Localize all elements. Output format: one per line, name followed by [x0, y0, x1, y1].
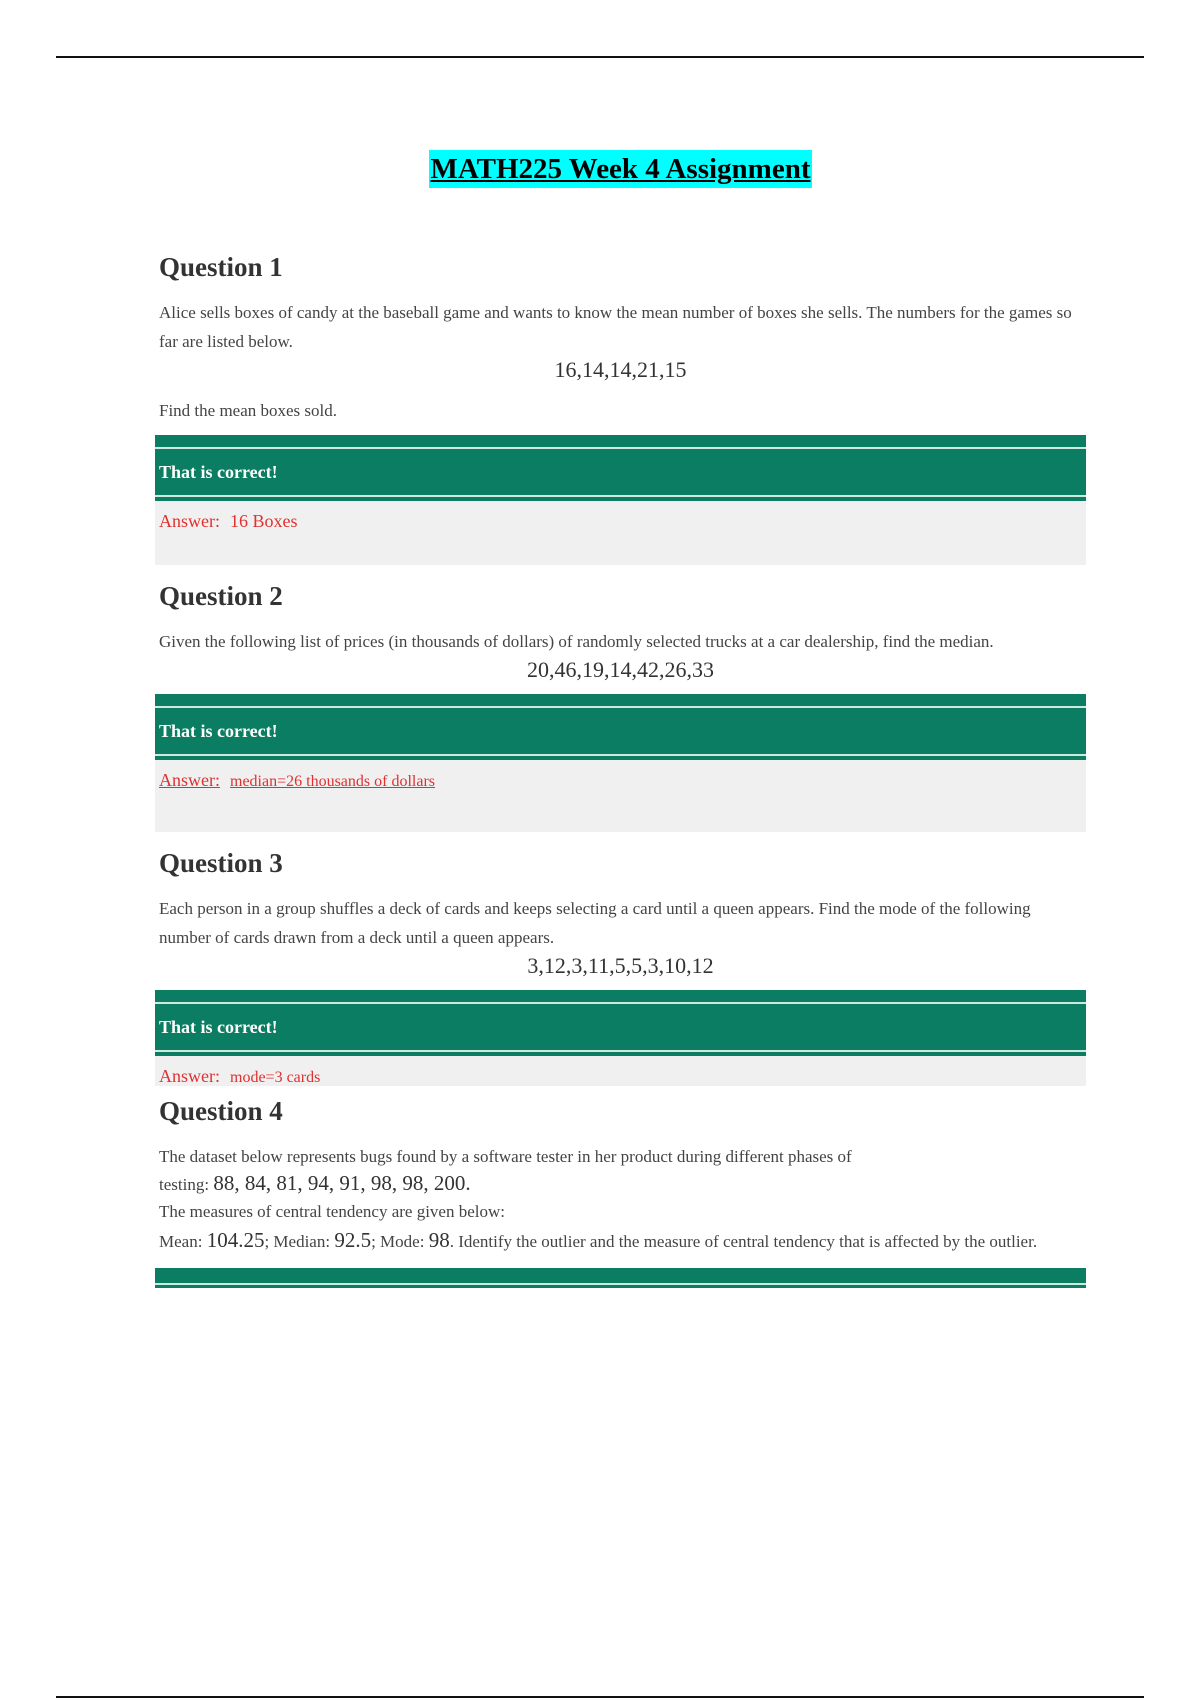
answer-value: median=26 thousands of dollars — [230, 773, 435, 790]
feedback-text: That is correct! — [159, 1017, 278, 1037]
question-heading: Question 1 — [159, 252, 283, 282]
question-measures — [159, 1198, 1086, 1256]
result-block — [155, 435, 1086, 565]
feedback-banner — [155, 694, 1086, 760]
page-title: MATH225 Week 4 Assignment — [429, 150, 813, 188]
question-text-line1 — [159, 1144, 1086, 1198]
mode-label: ; Mode: — [371, 1232, 429, 1251]
answer-label: Answer: — [159, 511, 220, 531]
question-text: The dataset below represents bugs found by a software tester in her product during different phases of — [159, 1147, 852, 1166]
document-content — [155, 130, 1086, 1288]
question-dataset: 16,14,14,21,15 — [554, 357, 687, 382]
mode-value: 98 — [428, 1228, 450, 1252]
bottom-rule — [56, 1696, 1144, 1698]
mean-label: Mean: — [159, 1232, 207, 1251]
answer-value: 16 Boxes — [230, 511, 298, 531]
question-prompt: Find the mean boxes sold. — [159, 401, 338, 420]
question-heading: Question 4 — [159, 1096, 283, 1126]
question-dataset: 3,12,3,11,5,5,3,10,12 — [527, 953, 714, 978]
measures-intro: The measures of central tendency are given below: — [159, 1202, 505, 1221]
question-dataset: 88, 84, 81, 94, 91, 98, 98, 200. — [213, 1171, 471, 1195]
answer-line — [155, 760, 1086, 794]
question-1 — [155, 250, 1086, 565]
top-rule — [56, 56, 1144, 58]
dataset-prefix: testing: — [159, 1175, 214, 1194]
question-heading: Question 2 — [159, 581, 283, 611]
question-text: Each person in a group shuffles a deck of cards and keeps selecting a card until a queen appears. Find the mode of the following number of cards drawn from a deck until a queen appears. — [159, 899, 1031, 947]
question-text: Given the following list of prices (in thousands of dollars) of randomly selected trucks at a car dealership, find the median. — [159, 632, 994, 651]
question-4 — [155, 1094, 1086, 1288]
title-wrap — [155, 150, 1086, 188]
answer-line — [155, 1056, 1086, 1090]
feedback-banner — [155, 990, 1086, 1056]
feedback-text: That is correct! — [159, 462, 278, 482]
answer-label: Answer: — [159, 1066, 220, 1086]
question-heading: Question 3 — [159, 848, 283, 878]
median-label: ; Median: — [264, 1232, 335, 1251]
question-instruction: . Identify the outlier and the measure of central tendency that is affected by the outlier. — [449, 1232, 1038, 1251]
mean-value: 104.25 — [206, 1228, 265, 1252]
feedback-banner — [155, 435, 1086, 501]
question-text: Alice sells boxes of candy at the baseball game and wants to know the mean number of boxes she sells. The numbers for the games so far are listed below. — [159, 303, 1072, 351]
answer-label: Answer: — [159, 770, 220, 790]
result-block — [155, 694, 1086, 832]
result-block — [155, 990, 1086, 1086]
feedback-text: That is correct! — [159, 721, 278, 741]
question-2 — [155, 579, 1086, 832]
median-value: 92.5 — [334, 1228, 372, 1252]
question-3 — [155, 846, 1086, 1086]
question-dataset: 20,46,19,14,42,26,33 — [527, 657, 714, 682]
answer-value: mode=3 cards — [230, 1069, 321, 1086]
feedback-banner — [155, 1268, 1086, 1288]
answer-line — [155, 501, 1086, 533]
